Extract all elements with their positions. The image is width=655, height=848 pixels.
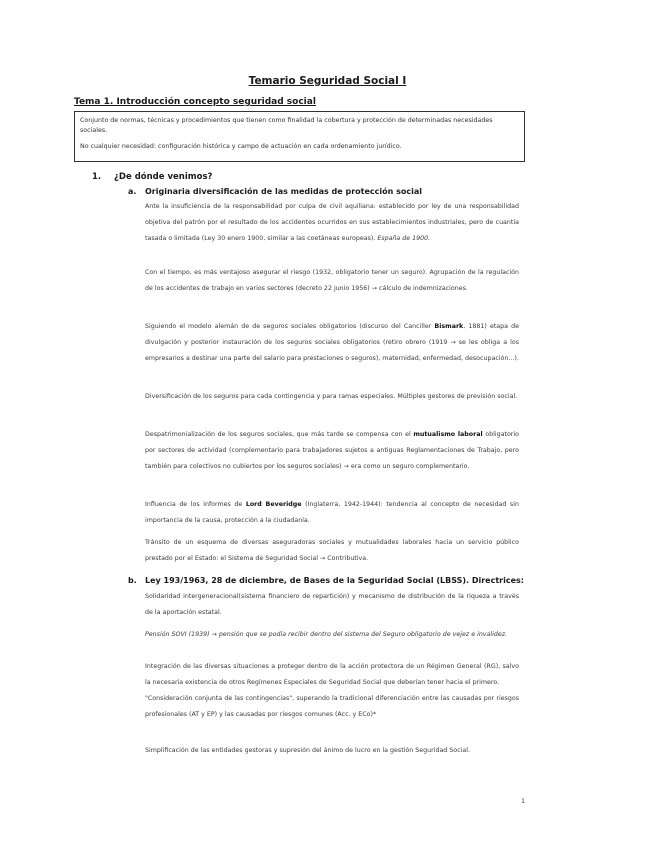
definition-line-1: Conjunto de normas, técnicas y procedimientos que tienen como finalidad la cobertura y protección de determinadas necesidades sociales. [80,117,493,134]
paragraph-text: Integración de las diversas situaciones a proteger dentro de la acción protectora de un Régimen General (RG), salvo la necesaria existencia de otros Regímenes Especiales de Seguridad Social que deberían tener hacia el primero. [145,663,519,686]
definition-line-2: No cualquier necesidad: configuración histórica y campo de actuación en cada ordenamiento jurídico. [80,143,402,150]
paragraph-a2 [145,265,519,297]
paragraph-text: Despatrimonialización de los seguros sociales, que más tarde se compensa con el [145,431,414,438]
subsection-a-letter: a. [128,187,137,196]
paragraph-b1 [145,589,519,621]
paragraph-text: Diversificación de los seguros para cada contingencia y para ramas especiales. Múltiples gestores de previsión social. [145,393,518,400]
paragraph-b3 [145,659,519,723]
paragraph-text: Solidaridad intergeneracional(sistema financiero de repartición) y mecanismo de distribución de la riqueza a través de la aportación estatal. [145,593,519,616]
paragraph-a7 [145,535,519,567]
subsection-b-title: Ley 193/1963, 28 de diciembre, de Bases de la Seguridad Social (LBSS). Directrices: [145,576,524,585]
paragraph-text: (Inglaterra, 1942-1944): tendencia al concepto de necesidad sin importancia de la causa, protección a la ciudadanía. [145,501,520,524]
tema-title: Tema 1. Introducción concepto seguridad social [74,97,316,107]
paragraph-text: obligatorio por sectores de actividad (complementario para trabajadores sujetos a antiguas Reglamentaciones de Trabajo, pero también para colectivos no cubiertos por los seguros sociales) → era como un seguro complementario. [145,431,519,470]
paragraph-b4 [145,743,519,759]
paragraph-text: Influencia de los informes de [145,501,246,508]
paragraph-a3 [145,319,519,367]
definition-box [74,111,525,162]
subsection-b-letter: b. [128,576,137,585]
paragraph-text: "Consideración conjunta de las contingencias", superando la tradicional diferenciación entre las causadas por riesgos profesionales (AT y EP) y las causadas por riesgos comunes (Acc. y ECo)* [145,695,519,718]
page-number: 1 [521,797,526,805]
document-title: Temario Seguridad Social I [248,75,407,87]
subsection-b-heading [128,576,524,585]
paragraph-bold: Bismark [434,323,464,330]
paragraph-text: Ante la insuficiencia de la responsabilidad por culpa de civil aquiliana: establecido por ley de una responsabilidad objetiva del patrón por el resultado de los accidentes ocurridos en sus establecimientos industriales, pero de cuantía tasada o limitada (Ley 30 enero 1900, similar a las coetáneas europeas). [145,203,519,242]
paragraph-text: Simplificación de las entidades gestoras y supresión del ánimo de lucro en la gestión Seguridad Social. [145,747,470,754]
paragraph-a1 [145,199,519,247]
paragraph-italic: Pensión SOVI (1939) → pensión que se podía recibir dentro del sistema del Seguro obligatorio de vejez e invalidez. [145,631,508,638]
paragraph-text: Tránsito de un esquema de diversas aseguradoras sociales y mutualidades laborales hacia un servicio público prestado por el Estado: el Sistema de Seguridad Social → Contributiva. [145,539,519,562]
paragraph-text: Con el tiempo, es más ventajoso asegurar el riesgo (1932, obligatorio tener un seguro). Agrupación de la regulación de los accidentes de trabajo en varios sectores (decreto 22 junio 1956) → cálculo de indemnizaciones. [145,269,519,292]
paragraph-bold: mutualismo laboral [413,431,483,438]
paragraph-a4 [145,389,519,405]
paragraph-a6 [145,497,519,529]
paragraph-text: Siguiendo el modelo alemán de de seguros sociales obligatorios (discurso del Canciller [145,323,435,330]
section-1-number: 1. [92,172,102,182]
subsection-a-heading [128,187,422,196]
paragraph-bold: Lord Beveridge [245,501,302,508]
section-1-heading [92,172,212,182]
paragraph-italic: España de 1900. [377,235,431,242]
paragraph-a5 [145,427,519,475]
paragraph-b2 [145,627,519,643]
section-1-title: ¿De dónde venimos? [114,172,213,182]
paragraph-text: , 1881) etapa de divulgación y posterior instauración de los seguros sociales obligatorios (retiro obrero (1919 → se les obliga a los empresarios a destinar una parte del salario para prestaciones o seguros), maternidad, enfermedad, desocupación...). [145,323,519,362]
subsection-a-title: Originaria diversificación de las medidas de protección social [145,187,422,196]
